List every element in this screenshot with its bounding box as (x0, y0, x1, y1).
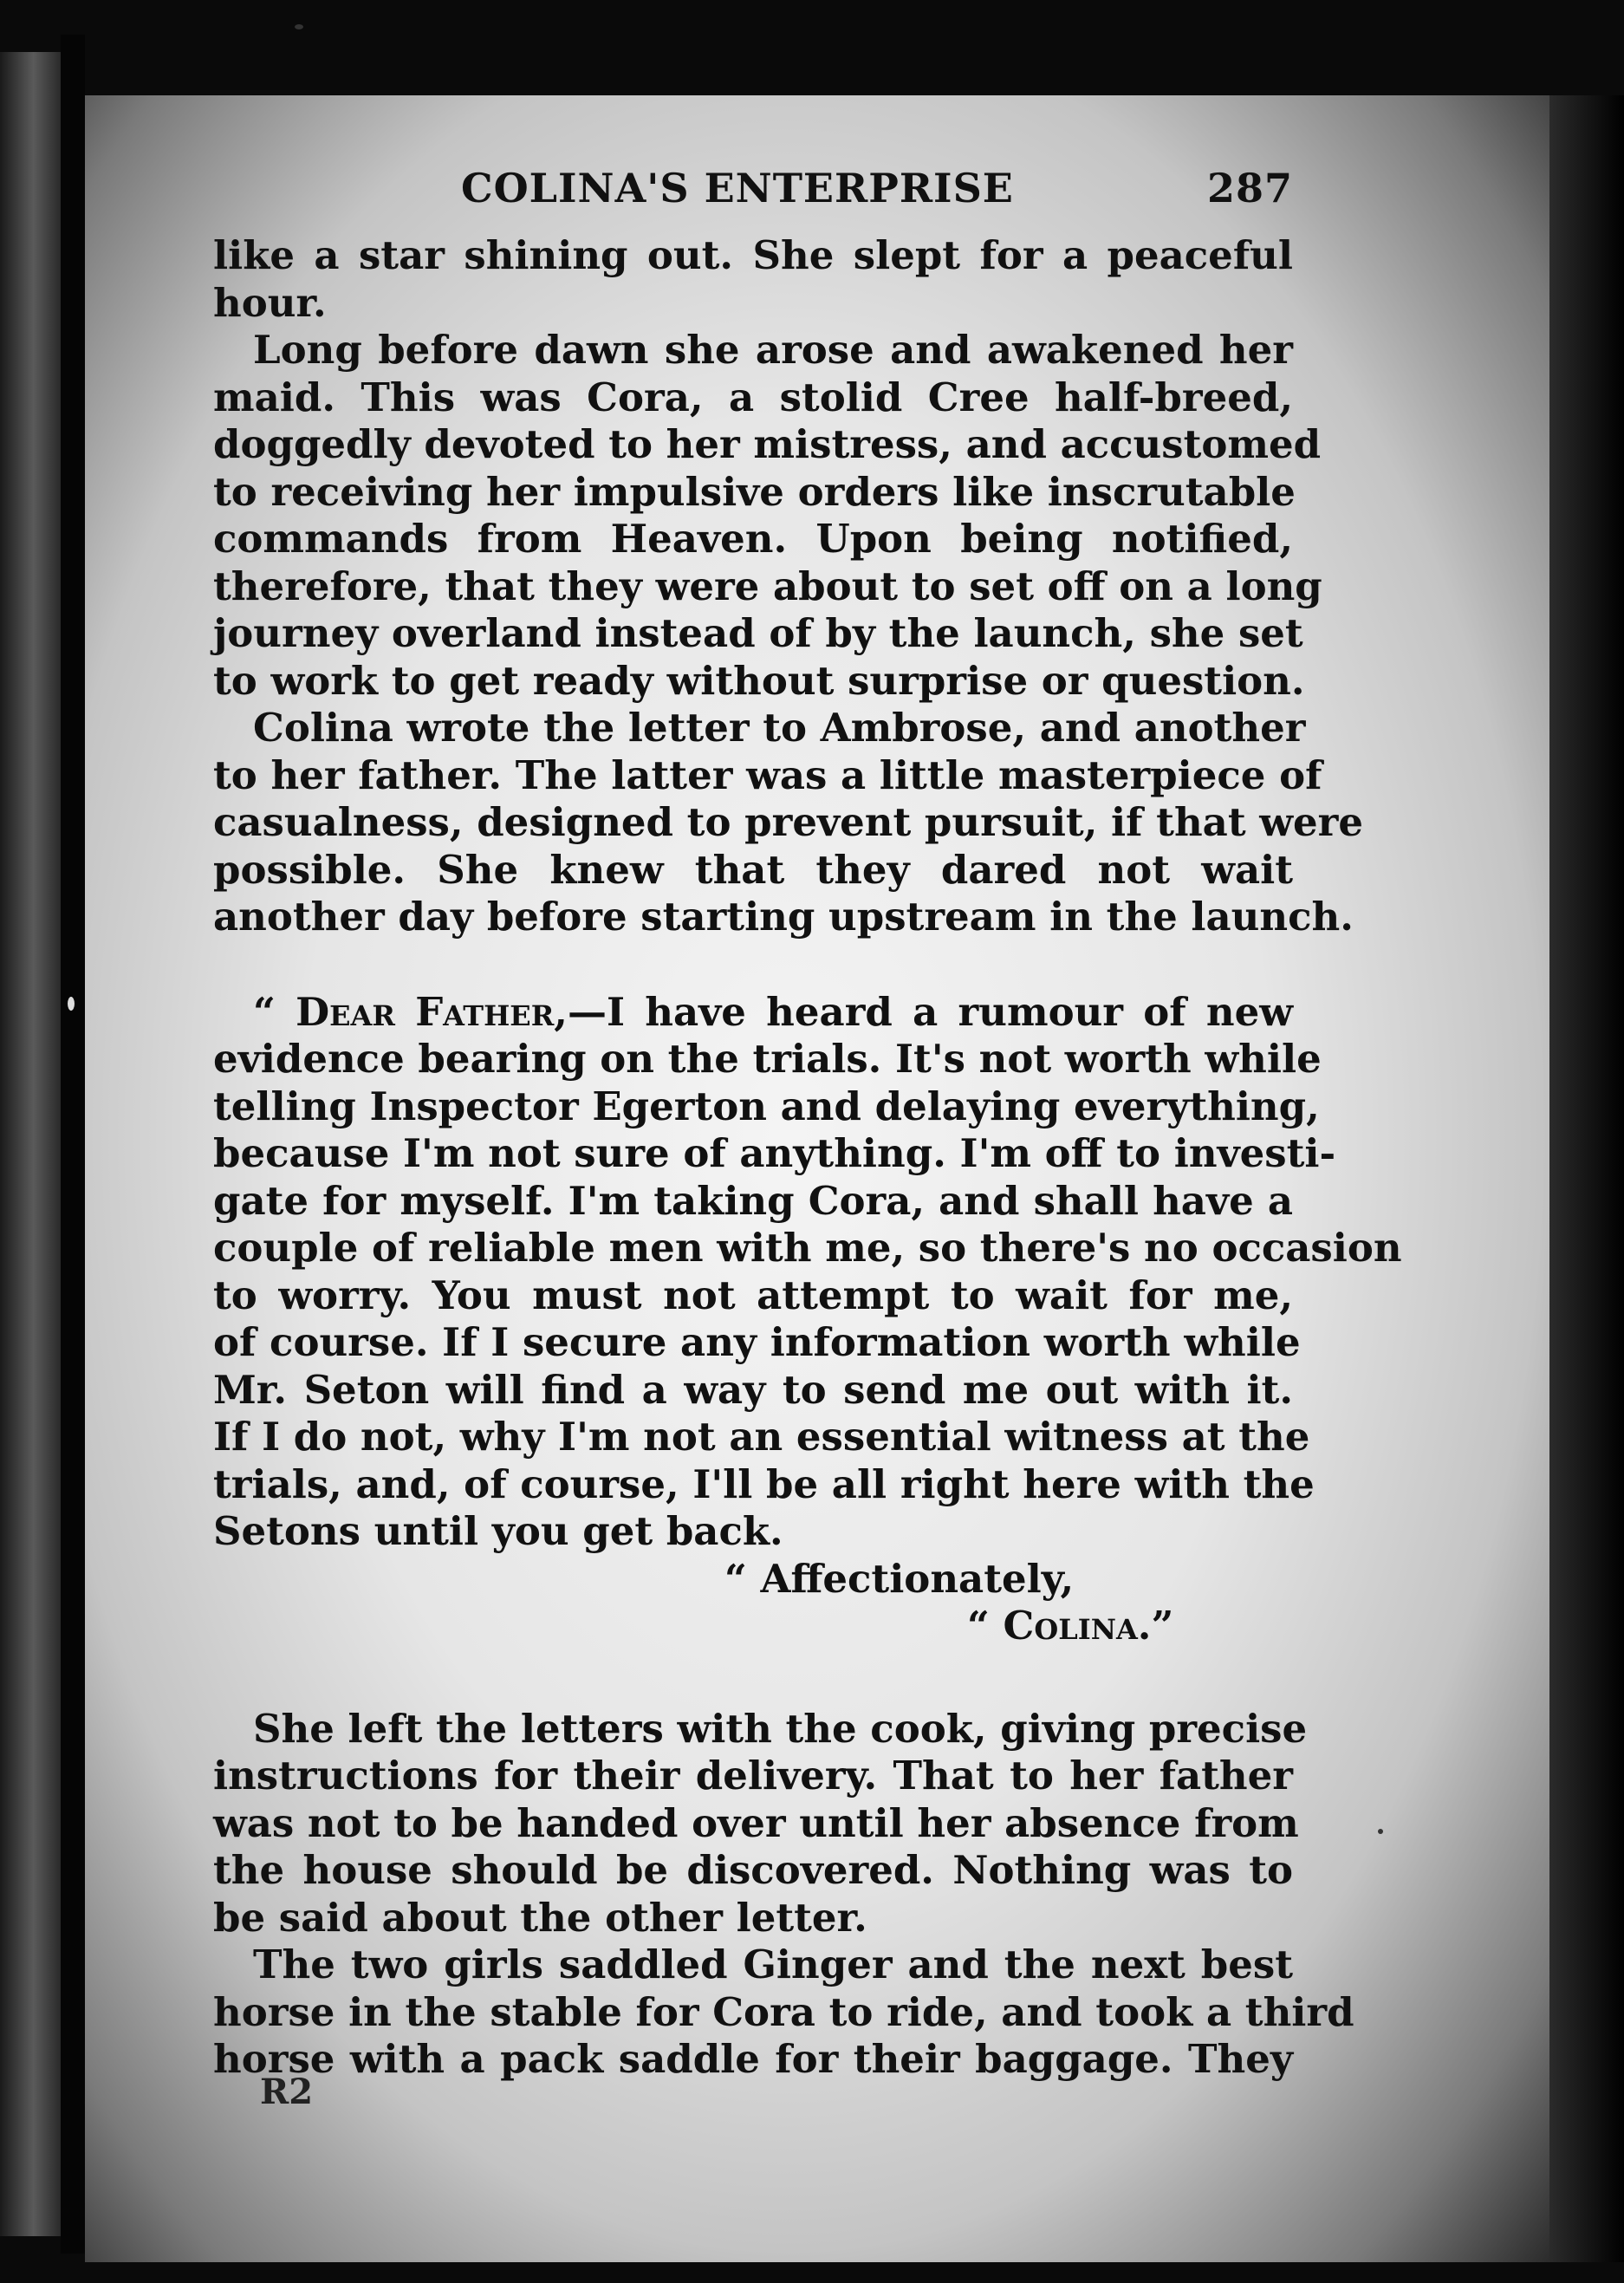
text-line: Colina wrote the letter to Ambrose, and another (253, 705, 1306, 751)
book-gutter (61, 35, 85, 2254)
text-line: maid. This was Cora, a stolid Cree half-breed, (213, 374, 1293, 420)
letter-line: telling Inspector Egerton and delaying everything, (213, 1083, 1320, 1129)
letter-line: If I do not, why I'm not an essential witness at the (213, 1414, 1310, 1460)
scan-speck (68, 997, 75, 1011)
text-line: be said about the other letter. (213, 1894, 867, 1941)
letter-opening-quote: “ (253, 988, 296, 1035)
letter-first-line (213, 989, 1293, 1037)
text-line: another day before starting upstream in the launch. (213, 894, 1354, 940)
printer-signature-mark: R2 (260, 2072, 314, 2112)
letter-line: Mr. Seton will find a way to send me out with it. (213, 1366, 1293, 1413)
letter-line: evidence bearing on the trials. It's not worth while (213, 1036, 1322, 1082)
letter-line: because I'm not sure of anything. I'm off to investi- (213, 1130, 1336, 1176)
text-line: the house should be discovered. Nothing was to (213, 1847, 1293, 1893)
section-gap (213, 1650, 1293, 1706)
letter-line: gate for myself. I'm taking Cora, and shall have a (213, 1177, 1293, 1224)
running-head: COLINA'S ENTERPRISE (461, 165, 1014, 211)
section-gap (213, 941, 1293, 989)
text-line: instructions for their delivery. That to her father (213, 1753, 1293, 1798)
scan-speck (295, 24, 303, 29)
letter-closing: “ Affectionately, (724, 1555, 1075, 1602)
text-line: like a star shining out. She slept for a peaceful (213, 232, 1293, 278)
letter-line: to worry. You must not attempt to wait for me, (213, 1272, 1293, 1318)
page-right-shadow (1549, 95, 1624, 2262)
text-line: possible. She knew that they dared not wait (213, 846, 1293, 893)
text-line: commands from Heaven. Upon being notified, (213, 516, 1293, 562)
text-line: hour. (213, 279, 327, 326)
text-line: therefore, that they were about to set off on a long (213, 563, 1322, 609)
text-line: Long before dawn she arose and awakened her (253, 327, 1293, 373)
text-line: horse in the stable for Cora to ride, and took a third (213, 1988, 1354, 2035)
body-text (213, 232, 1402, 2084)
letter-line: Setons until you get back. (213, 1508, 783, 1554)
page-number: 287 (1206, 165, 1293, 211)
text-line: casualness, designed to prevent pursuit, if that were (213, 799, 1363, 845)
page-header (213, 165, 1293, 232)
text-line: to her father. The latter was a little masterpiece of (213, 751, 1322, 798)
text-line: to work to get ready without surprise or question. (213, 657, 1305, 704)
letter-first-line-text: —I have heard a rumour of new (567, 988, 1293, 1035)
scan-speck (1378, 1829, 1383, 1834)
text-line: She left the letters with the cook, giving precise (253, 1705, 1308, 1752)
text-line: journey overland instead of by the launch, she set (213, 610, 1303, 656)
letter-salutation: Dear Father, (296, 988, 568, 1035)
text-line: horse with a pack saddle for their baggage. They (213, 2036, 1293, 2082)
letter-signature: “ Colina.” (967, 1603, 1174, 1649)
letter-line: of course. If I secure any information worth while (213, 1319, 1301, 1365)
page-content (213, 165, 1402, 2084)
text-line: doggedly devoted to her mistress, and accustomed (213, 421, 1322, 467)
text-line: was not to be handed over until her absence from (213, 1799, 1299, 1846)
text-line: to receiving her impulsive orders like inscrutable (213, 468, 1296, 515)
facing-page-edge (0, 52, 61, 2236)
letter-line: trials, and, of course, I'll be all right here with the (213, 1460, 1315, 1507)
letter-line: couple of reliable men with me, so there's no occasion (213, 1225, 1402, 1271)
text-line: The two girls saddled Ginger and the next best (253, 1942, 1293, 1987)
